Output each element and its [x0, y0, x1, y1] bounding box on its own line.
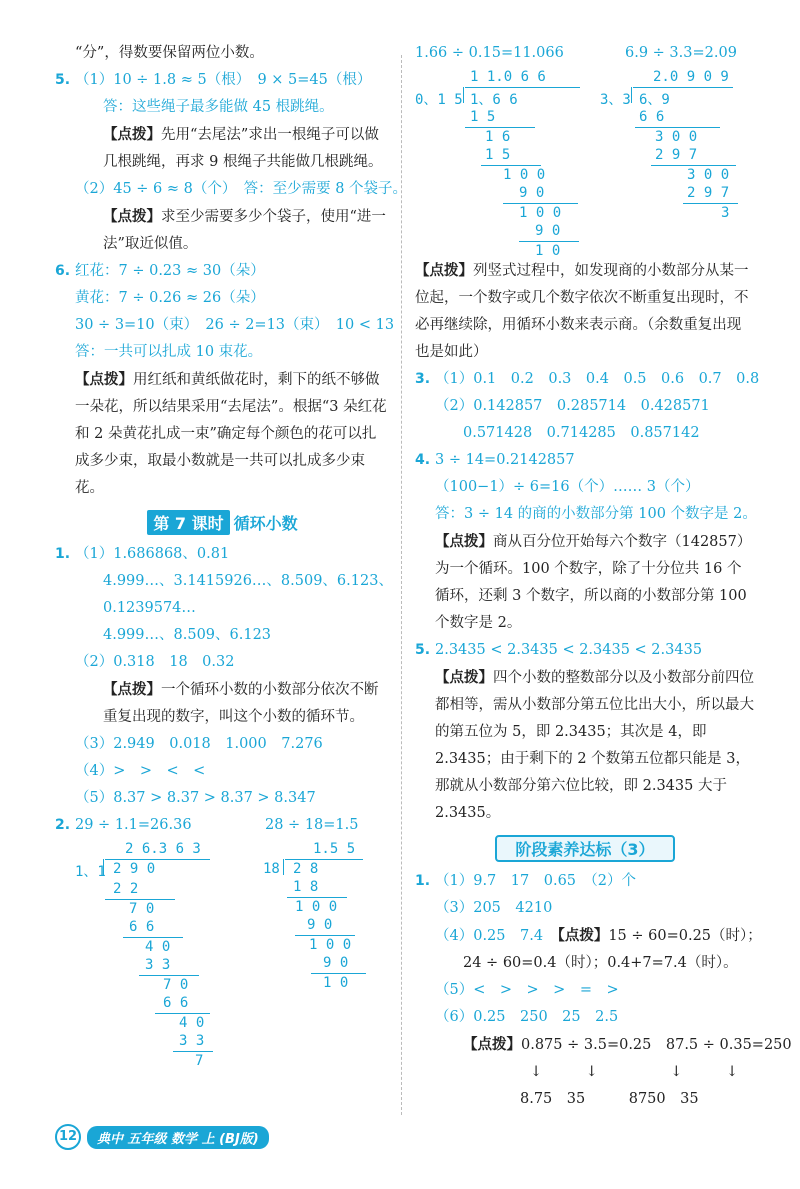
s1-a5: （5）< > > > = > — [435, 982, 619, 998]
q1-tip: 【点拨】一个循环小数的小数部分依次不断重复出现的数字，叫这个小数的循环节。 — [103, 681, 379, 725]
q3-a2: （2）0.142857 0.285714 0.428571 — [435, 398, 710, 414]
q4-answer: 答：3 ÷ 14 的商的小数部分第 100 个数字是 2。 — [435, 506, 757, 522]
text-line: “分”，得数要保留两位小数。 — [75, 45, 264, 61]
right-tip1: 【点拨】列竖式过程中，如发现商的小数部分从某一位起，一个数字或几个数字依次不断重复出现时，不必再继续除，用循环小数来表示商。（余数重复出现也是如此） — [415, 262, 749, 360]
q6-r3: 30 ÷ 3=10（束） 26 ÷ 2=13（束） 10 < 13 — [75, 317, 395, 333]
long-division-29-1.1: 2 6.3 6 3 1、1 2 9 0 2 2 7 0 6 6 4 0 3 3 7 0 6 6 4 0 3 3 7 1.5 5 18 2 8 1 8 1 0 0 9 0 1 0 0 9 0 1 0 — [55, 839, 390, 1074]
q5-tip2: 【点拨】求至少需要多少个袋子，使用“进一法”取近似值。 — [103, 208, 386, 252]
q5-right-a1: 5. 2.3435 < 2.3435 < 2.3435 < 2.3435 — [415, 642, 703, 658]
q1-a1c: 0.1239574… — [103, 600, 196, 616]
stage-heading: 阶段素养达标（3） — [415, 835, 755, 862]
q4-a2: （100−1）÷ 6=16（个）…… 3（个） — [435, 479, 700, 495]
q6-r2: 黄花：7 ÷ 0.26 ≈ 26（朵） — [75, 290, 265, 306]
q5-a1-answer: 答：这些绳子最多能做 45 根跳绳。 — [103, 99, 334, 115]
q6-tip: 【点拨】用红纸和黄纸做花时，剩下的纸不够做一朵花，所以结果采用“去尾法”。根据“3 朵红花和 2 朵黄花扎成一束”确定每个颜色的花可以扎成多少束，取最小数就是一共可以扎成多少束花。 — [75, 371, 387, 496]
q5-a2: （2）45 ÷ 6 ≈ 8（个） 答：至少需要 8 个袋子。 — [75, 181, 408, 197]
q5-tip1: 【点拨】先用“去尾法”求出一根绳子可以做几根跳绳，再求 9 根绳子共能做几根跳绳。 — [103, 126, 383, 170]
s1-arrows: ↓ ↓ ↓ ↓ — [530, 1064, 739, 1080]
s1-a3: （3）205 4210 — [435, 900, 553, 916]
column-divider — [401, 55, 402, 1115]
right-column — [415, 40, 792, 1113]
q1-a1d: 4.999…、8.509、6.123 — [103, 627, 272, 643]
page-number: 12 — [55, 1124, 81, 1150]
q1-a5: （5）8.37 > 8.37 > 8.37 > 8.347 — [75, 790, 316, 806]
q1-a4: （4）> > < < — [75, 763, 206, 779]
section-heading-7: 第 7 课时 循环小数 — [55, 510, 390, 535]
brand-label: 典中 五年级 数学 上 (BJ版) — [87, 1126, 269, 1149]
right-equations: 1.66 ÷ 0.15=11.066 6.9 ÷ 3.3=2.09 — [415, 45, 737, 61]
s1-a4b: 24 ÷ 60=0.4（时）；0.4+7=7.4（时）。 — [463, 955, 738, 971]
s1-a1: 1. （1）9.7 17 0.65 （2）个 — [415, 873, 636, 889]
q1-a3: （3）2.949 0.018 1.000 7.276 — [75, 736, 323, 752]
q6-answer: 答：一共可以扎成 10 束花。 — [75, 344, 263, 360]
q6-r1: 6. 红花：7 ÷ 0.23 ≈ 30（朵） — [55, 263, 265, 279]
q1-a2: （2）0.318 18 0.32 — [75, 654, 235, 670]
q1-a1: 1. （1）1.686868、0.81 — [55, 546, 230, 562]
s1-a6-results: 8.75 35 8750 35 — [520, 1091, 699, 1107]
q5-right-tip: 【点拨】四个小数的整数部分以及小数部分前四位都相等，需从小数部分第五位比出大小，所以最大的第五位为 5，即 2.3435；其次是 4，即 2.3435；由于剩下的 2 个数第五位都只能是 3，那就从小数部分第六位比较，即 2.3435 大于 2.3435。 — [435, 669, 754, 821]
q3-a1: 3. （1）0.1 0.2 0.3 0.4 0.5 0.6 0.7 0.8 — [415, 371, 760, 387]
left-column — [55, 40, 408, 1074]
long-division-1.66-0.15: 1 1.0 6 6 0、1 5 1、6 6 1 5 1 6 1 5 1 0 0 9 0 1 0 0 9 0 1 0 2.0 9 0 9 3、3 6、9 6 6 3 0 0 2 9 7 3 0 0 2 9 7 3 — [415, 67, 755, 277]
page-footer — [55, 1124, 269, 1150]
q5-a1: 5. （1）10 ÷ 1.8 ≈ 5（根） 9 × 5=45（根） — [55, 72, 372, 88]
q3-a2b: 0.571428 0.714285 0.857142 — [463, 425, 700, 441]
q4-a1: 4. 3 ÷ 14=0.2142857 — [415, 452, 575, 468]
q1-a1b: 4.999…、3.1415926…、8.509、6.123、 — [103, 573, 393, 589]
s1-a6: （6）0.25 250 25 2.5 — [435, 1009, 619, 1025]
s1-a6-tip: 【点拨】0.875 ÷ 3.5=0.25 87.5 ÷ 0.35=250 — [463, 1036, 792, 1053]
q4-tip: 【点拨】商从百分位开始每六个数字（142857）为一个循环。100 个数字，除了十分位共 16 个循环，还剩 3 个数字，所以商的小数部分第 100 个数字是 2。 — [435, 533, 752, 631]
s1-a4: （4）0.25 7.4 【点拨】15 ÷ 60=0.25（时）； — [435, 927, 762, 944]
q2-equations: 2. 29 ÷ 1.1=26.36 28 ÷ 18=1.5 — [55, 817, 359, 833]
